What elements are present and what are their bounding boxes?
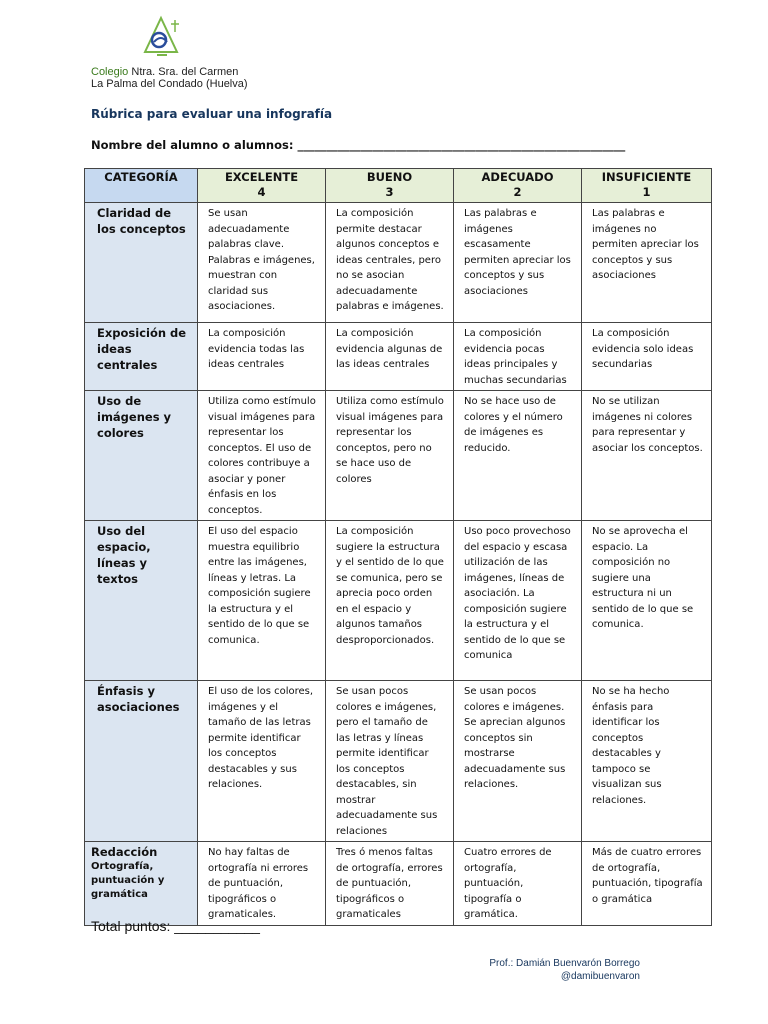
header-bueno: BUENO 3	[326, 169, 454, 203]
rubric-table	[84, 168, 712, 926]
cell-excelente: No hay faltas de ortografía ni errores de puntuación, tipográficos o gramaticales.	[198, 842, 326, 926]
row-category: Uso del espacio, líneas y textos	[85, 521, 198, 681]
cell-excelente: El uso de los colores, imágenes y el tamaño de las letras permite identificar los conceptos destacables y sus relaciones.	[198, 681, 326, 842]
school-location: La Palma del Condado (Huelva)	[91, 78, 248, 90]
footer-author: Prof.: Damián Buenvarón Borrego	[489, 958, 640, 969]
row-category-main: Redacción	[91, 845, 158, 859]
header-adecuado: ADECUADO 2	[454, 169, 582, 203]
table-row	[85, 842, 712, 926]
cell-excelente: La composición evidencia todas las ideas centrales	[198, 323, 326, 391]
student-name-line: Nombre del alumno o alumnos: _________________________________________________________	[91, 138, 626, 152]
table-row	[85, 323, 712, 391]
header-categoria: CATEGORÍA	[85, 169, 198, 203]
table-row	[85, 681, 712, 842]
cell-insuficiente: Más de cuatro errores de ortografía, puntuación, tipografía o gramática	[582, 842, 712, 926]
cell-insuficiente: La composición evidencia solo ideas secundarias	[582, 323, 712, 391]
cell-bueno: Se usan pocos colores e imágenes, pero el tamaño de las letras y líneas permite identificar los conceptos destacables, sin mostrar adecuadamente sus relaciones	[326, 681, 454, 842]
school-info	[91, 66, 248, 90]
cell-adecuado: No se hace uso de colores y el número de imágenes es reducido.	[454, 391, 582, 521]
cell-insuficiente: No se ha hecho énfasis para identificar los conceptos destacables y tampoco se visualizan sus relaciones.	[582, 681, 712, 842]
cell-insuficiente: Las palabras e imágenes no permiten apreciar los conceptos y sus asociaciones	[582, 203, 712, 323]
footer-credits	[489, 957, 640, 983]
school-logo	[137, 12, 185, 60]
cell-adecuado: Se usan pocos colores e imágenes. Se aprecian algunos conceptos sin mostrarse adecuadamente sus relaciones.	[454, 681, 582, 842]
table-row	[85, 391, 712, 521]
cell-bueno: La composición evidencia algunas de las ideas centrales	[326, 323, 454, 391]
row-category: Uso de imágenes y colores	[85, 391, 198, 521]
header-insuficiente: INSUFICIENTE 1	[582, 169, 712, 203]
footer-handle: @damibuenvaron	[560, 971, 640, 982]
cell-adecuado: Cuatro errores de ortografía, puntuación, tipografía o gramática.	[454, 842, 582, 926]
row-category	[85, 842, 198, 926]
cell-bueno: Tres ó menos faltas de ortografía, errores de puntuación, tipográficos o gramaticales	[326, 842, 454, 926]
cell-bueno: La composición sugiere la estructura y el sentido de lo que se comunica, pero se aprecia poco orden en el espacio y algunos tamaños desproporcionados.	[326, 521, 454, 681]
cell-adecuado: La composición evidencia pocas ideas principales y muchas secundarias	[454, 323, 582, 391]
cell-excelente: Se usan adecuadamente palabras clave. Palabras e imágenes, muestran con claridad sus asociaciones.	[198, 203, 326, 323]
table-header-row	[85, 169, 712, 203]
page-title: Rúbrica para evaluar una infografía	[91, 107, 333, 121]
cell-excelente: El uso del espacio muestra equilibrio entre las imágenes, líneas y letras. La composición sugiere la estructura y el sentido de lo que se comunica.	[198, 521, 326, 681]
table-row	[85, 203, 712, 323]
header-excelente: EXCELENTE 4	[198, 169, 326, 203]
cell-adecuado: Las palabras e imágenes escasamente permiten apreciar los conceptos y sus asociaciones	[454, 203, 582, 323]
cell-bueno: Utiliza como estímulo visual imágenes para representar los conceptos, pero no se hace uso de colores	[326, 391, 454, 521]
row-category: Claridad de los conceptos	[85, 203, 198, 323]
row-category-sub: Ortografía, puntuación y gramática	[91, 861, 165, 900]
cell-insuficiente: No se aprovecha el espacio. La composición no sugiere una estructura ni un sentido de lo que se comunica.	[582, 521, 712, 681]
cell-insuficiente: No se utilizan imágenes ni colores para representar y asociar los conceptos.	[582, 391, 712, 521]
table-row	[85, 521, 712, 681]
cell-bueno: La composición permite destacar algunos conceptos e ideas centrales, pero no se asocian adecuadamente palabras e imágenes.	[326, 203, 454, 323]
cell-excelente: Utiliza como estímulo visual imágenes para representar los conceptos. El uso de colores contribuye a asociar y poner énfasis en los conceptos.	[198, 391, 326, 521]
row-category: Énfasis y asociaciones	[85, 681, 198, 842]
school-name: Colegio Ntra. Sra. del Carmen	[91, 66, 239, 78]
row-category: Exposición de ideas centrales	[85, 323, 198, 391]
cell-adecuado: Uso poco provechoso del espacio y escasa utilización de las imágenes, líneas de asociación. La composición sugiere la estructura y el sentido de lo que se comunica	[454, 521, 582, 681]
total-points-line: Total puntos: ___________	[91, 918, 260, 934]
